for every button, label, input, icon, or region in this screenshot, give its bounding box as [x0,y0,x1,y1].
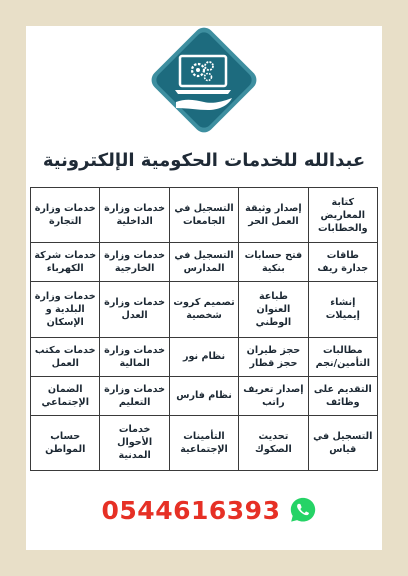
service-cell: خدمات وزارة الخارجية [100,243,169,282]
service-cell: فتح حسابات بنكية [239,243,308,282]
service-cell: نظام فارس [169,376,238,415]
table-row [31,376,378,415]
whatsapp-icon[interactable] [288,495,318,525]
service-cell: خدمات الأحوال المدنية [100,415,169,470]
table-row [31,282,378,337]
service-cell: حجز طيران حجز قطار [239,337,308,376]
service-cell: نظام نور [169,337,238,376]
services-table [30,187,378,471]
service-cell: خدمات وزارة العدل [100,282,169,337]
service-cell: التسجيل في قياس [308,415,377,470]
service-cell: مطالبات التأمين/نجم [308,337,377,376]
service-cell: التأمينات الإجتماعية [169,415,238,470]
service-cell: طاقات جدارة ريف [308,243,377,282]
service-cell: خدمات وزارة التعليم [100,376,169,415]
service-cell: إنشاء إيميلات [308,282,377,337]
service-cell: إصدار وثيقة العمل الحر [239,188,308,243]
table-row [31,415,378,470]
table-row [31,188,378,243]
service-cell: كتابة المعاريض والخطابات [308,188,377,243]
service-cell: خدمات وزارة التجارة [31,188,100,243]
table-row [31,243,378,282]
laptop-gears-hand-icon [142,18,266,142]
service-cell: التقديم على وظائف [308,376,377,415]
service-cell: خدمات مكتب العمل [31,337,100,376]
service-cell: تصميم كروت شخصية [169,282,238,337]
page-title: عبدالله للخدمات الحكومية الإلكترونية [42,150,366,171]
table-row [31,337,378,376]
service-cell: إصدار تعريف راتب [239,376,308,415]
service-cell: خدمات وزارة البلدية و الإسكان [31,282,100,337]
logo [142,18,266,142]
service-cell: طباعة العنوان الوطني [239,282,308,337]
service-cell: خدمات شركة الكهرباء [31,243,100,282]
service-cell: الضمان الإجتماعي [31,376,100,415]
service-cell: خدمات وزارة الداخلية [100,188,169,243]
service-cell: خدمات وزارة المالية [100,337,169,376]
phone-number[interactable]: 0544616393 [101,495,281,525]
contact-row [100,490,320,530]
service-cell: حساب المواطن [31,415,100,470]
service-cell: التسجيل في المدارس [169,243,238,282]
service-cell: تحديث الصكوك [239,415,308,470]
service-cell: التسجيل في الجامعات [169,188,238,243]
